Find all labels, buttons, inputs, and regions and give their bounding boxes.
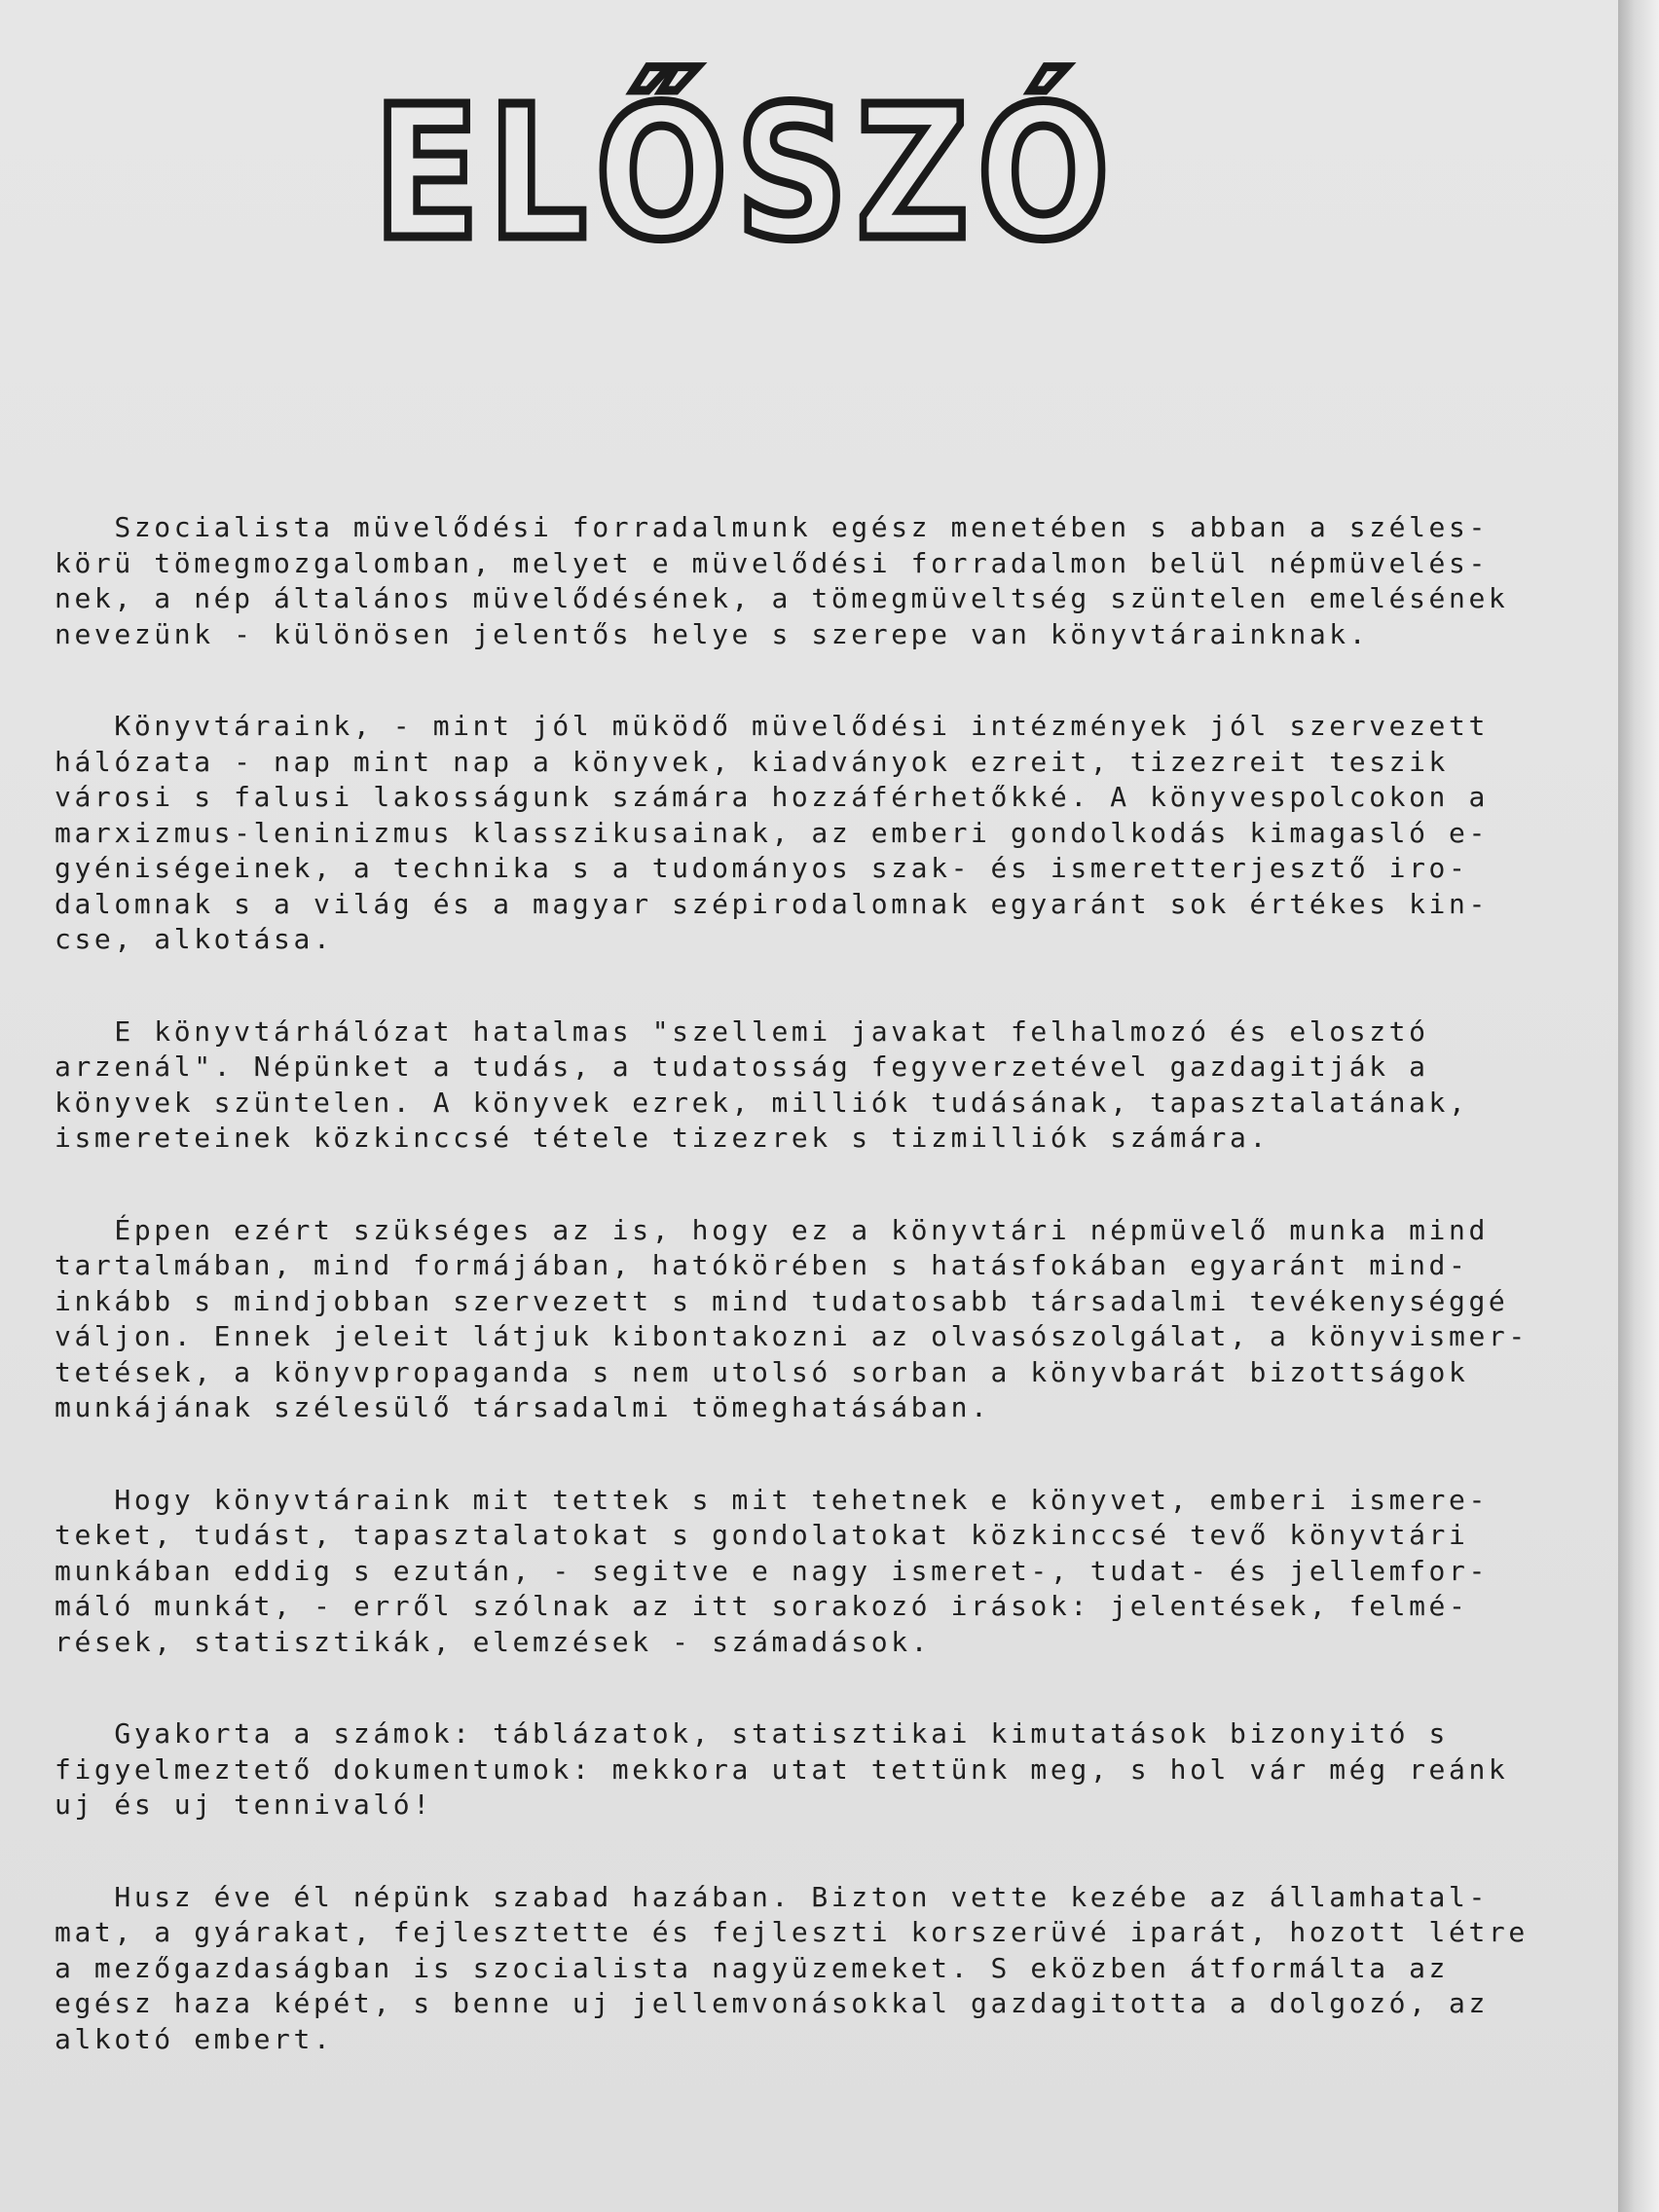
text-line: alkotó embert. — [55, 2022, 334, 2055]
text-line: dalomnak s a világ és a magyar szépirodalomnak egyaránt sok értékes kin- — [55, 887, 1489, 920]
text-line: figyelmeztető dokumentumok: mekkora utat tettünk meg, s hol vár még reánk — [55, 1752, 1509, 1786]
text-line: tartalmában, mind formájában, hatókörében s hatásfokában egyaránt mind- — [55, 1249, 1469, 1281]
page-title: ELŐSZÓ — [373, 67, 1119, 280]
text-line: Husz éve él népünk szabad hazában. Bizton vette kezébe az államhatal- — [55, 1880, 1489, 1913]
text-line: könyvek szüntelen. A könyvek ezrek, milliók tudásának, tapasztalatának, — [55, 1086, 1469, 1119]
text-line: Szocialista müvelődési forradalmunk egész menetében s abban a széles- — [55, 511, 1489, 543]
text-line: Hogy könyvtáraink mit tettek s mit tehetnek e könyvet, emberi ismere- — [55, 1483, 1489, 1516]
text-line: cse, alkotása. — [55, 923, 334, 955]
text-line: tetések, a könyvpropaganda s nem utolsó sorban a könyvbarát bizottságok — [55, 1355, 1469, 1388]
document-body — [55, 510, 1529, 2114]
text-line: Könyvtáraink, - mint jól müködő müvelődési intézmények jól szervezett — [55, 710, 1489, 742]
text-line: nevezünk - különösen jelentős helye s szerepe van könyvtárainknak. — [55, 617, 1370, 650]
text-line: Éppen ezért szükséges az is, hogy ez a könyvtári népmüvelő munka mind — [55, 1213, 1489, 1246]
text-line: uj és uj tennivaló! — [55, 1788, 433, 1821]
text-line: váljon. Ennek jeleit látjuk kibontakozni az olvasószolgálat, a könyvismer- — [55, 1320, 1529, 1352]
text-line: máló munkát, - erről szólnak az itt sorakozó irások: jelentések, felmé- — [55, 1590, 1469, 1622]
text-line: egész haza képét, s benne uj jellemvonásokkal gazdagitotta a dolgozó, az — [55, 1987, 1489, 2019]
paragraph-6 — [55, 1716, 1515, 1824]
paragraph-2 — [55, 709, 1515, 958]
page-edge-shadow — [1618, 0, 1659, 2212]
text-line: rések, statisztikák, elemzések - számadások. — [55, 1625, 932, 1658]
text-line: körü tömegmozgalomban, melyet e müvelődési forradalmon belül népmüvelés- — [55, 546, 1489, 579]
text-line: ismereteinek közkinccsé tétele tizezrek s tizmilliók számára. — [55, 1122, 1270, 1154]
paragraph-5 — [55, 1483, 1515, 1661]
text-line: nek, a nép általános müvelődésének, a tömegmüveltség szüntelen emelésének — [55, 582, 1509, 614]
paragraph-4 — [55, 1213, 1529, 1426]
text-line: marxizmus-leninizmus klasszikusainak, az emberi gondolkodás kimagasló e- — [55, 816, 1489, 849]
text-line: Gyakorta a számok: táblázatok, statisztikai kimutatások bizonyitó s — [55, 1717, 1450, 1750]
text-line: mat, a gyárakat, fejlesztette és fejleszti korszerüvé iparát, hozott létre — [55, 1916, 1529, 1948]
text-line: a mezőgazdaságban is szocialista nagyüzemeket. S eközben átformálta az — [55, 1951, 1450, 1984]
text-line: munkában eddig s ezután, - segitve e nagy ismeret-, tudat- és jellemfor- — [55, 1554, 1489, 1587]
paragraph-3 — [55, 1014, 1515, 1157]
paragraph-7 — [55, 1880, 1529, 2058]
text-line: arzenál". Népünket a tudás, a tudatosság fegyverzetével gazdagitják a — [55, 1051, 1429, 1083]
text-line: munkájának szélesülő társadalmi tömeghatásában. — [55, 1391, 991, 1423]
text-line: hálózata - nap mint nap a könyvek, kiadványok ezreit, tizezreit teszik — [55, 745, 1450, 778]
text-line: E könyvtárhálózat hatalmas "szellemi javakat felhalmozó és elosztó — [55, 1014, 1429, 1048]
text-line: gyéniségeinek, a technika s a tudományos szak- és ismeretterjesztő iro- — [55, 852, 1469, 884]
text-line: városi s falusi lakosságunk számára hozzáférhetőkké. A könyvespolcokon a — [55, 781, 1489, 813]
text-line: inkább s mindjobban szervezett s mind tudatosabb társadalmi tevékenységgé — [55, 1284, 1509, 1317]
text-line: teket, tudást, tapasztalatokat s gondolatokat közkinccsé tevő könyvtári — [55, 1519, 1469, 1551]
paragraph-1 — [55, 510, 1515, 652]
